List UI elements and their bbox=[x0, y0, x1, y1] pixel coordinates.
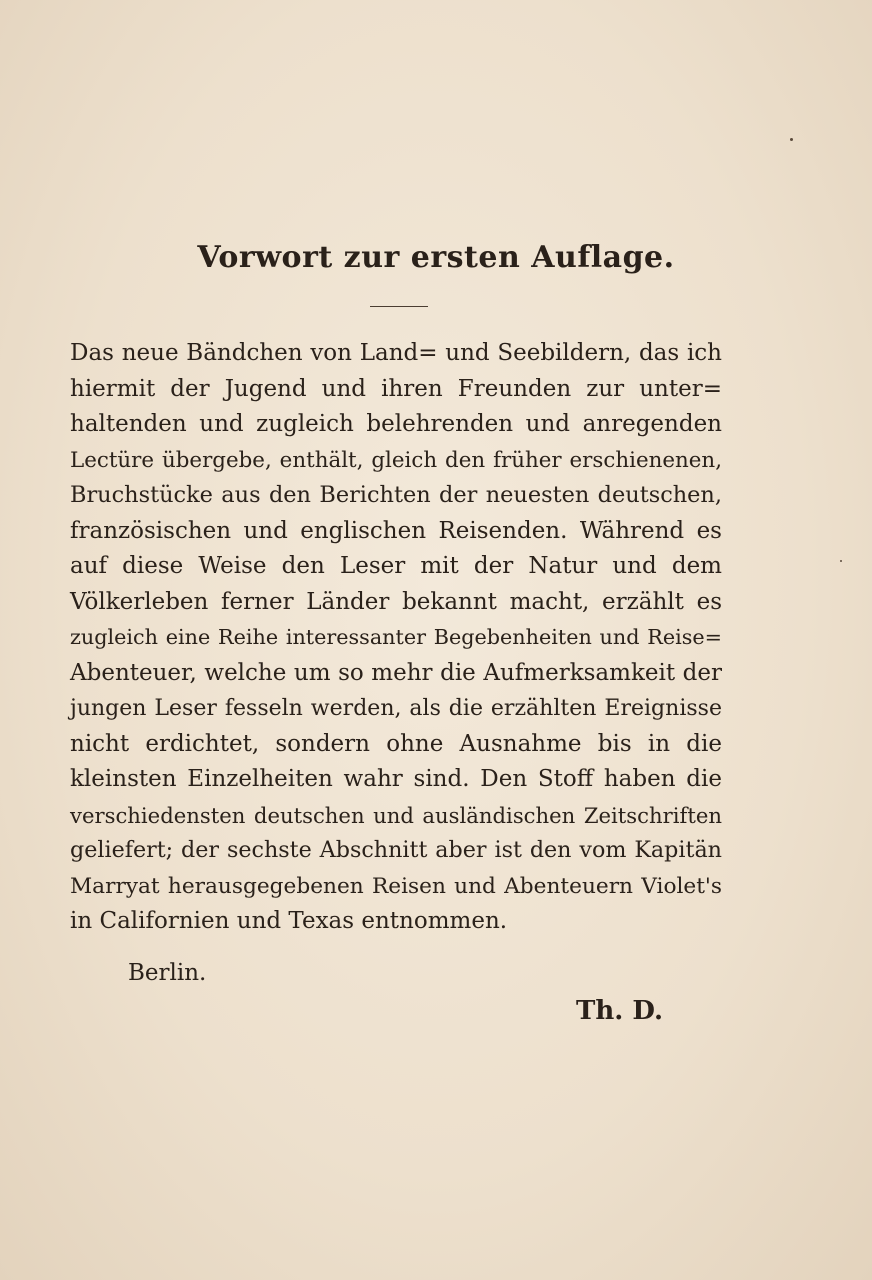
paragraph-line: Völkerleben ferner Länder bekannt macht, erzählt es bbox=[70, 588, 722, 615]
paragraph-line: Lectüre übergebe, enthält, gleich den früher erschienenen, bbox=[70, 447, 722, 473]
paragraph-line: haltenden und zugleich belehrenden und anregenden bbox=[70, 411, 722, 437]
paragraph-line: geliefert; der sechste Abschnitt aber ist den vom Kapitän bbox=[70, 837, 722, 863]
paragraph-line: kleinsten Einzelheiten wahr sind. Den Stoff haben die bbox=[70, 766, 722, 792]
page-title: Vorwort zur ersten Auflage. bbox=[197, 240, 675, 275]
paper-speck bbox=[840, 560, 842, 562]
paragraph-line: französischen und englischen Reisenden. Während es bbox=[70, 517, 722, 544]
title-divider bbox=[370, 306, 428, 307]
paragraph-line: nicht erdichtet, sondern ohne Ausnahme bis in die bbox=[70, 730, 722, 757]
paragraph-line: Das neue Bändchen von Land= und Seebildern, das ich bbox=[70, 340, 722, 366]
paragraph-line: Bruchstücke aus den Berichten der neuesten deutschen, bbox=[70, 482, 722, 508]
paragraph-line: Marryat herausgegebenen Reisen und Abenteuern Violet's bbox=[70, 873, 722, 899]
paper-speck bbox=[790, 138, 793, 141]
place-line: Berlin. bbox=[128, 960, 207, 986]
paragraph-line: in Californien und Texas entnommen. bbox=[70, 908, 508, 934]
paragraph-line: zugleich eine Reihe interessanter Begebenheiten und Reise= bbox=[70, 625, 722, 649]
paragraph-line: Abenteuer, welche um so mehr die Aufmerksamkeit der bbox=[70, 659, 722, 686]
paragraph-line: hiermit der Jugend und ihren Freunden zur unter= bbox=[70, 375, 722, 402]
preface-paragraph bbox=[70, 336, 722, 940]
paragraph-line: jungen Leser fesseln werden, als die erzählten Ereignisse bbox=[70, 696, 722, 721]
paragraph-line: verschiedensten deutschen und ausländischen Zeitschriften bbox=[70, 802, 722, 828]
signature: Th. D. bbox=[576, 996, 664, 1026]
paragraph-line: auf diese Weise den Leser mit der Natur und dem bbox=[70, 553, 722, 579]
